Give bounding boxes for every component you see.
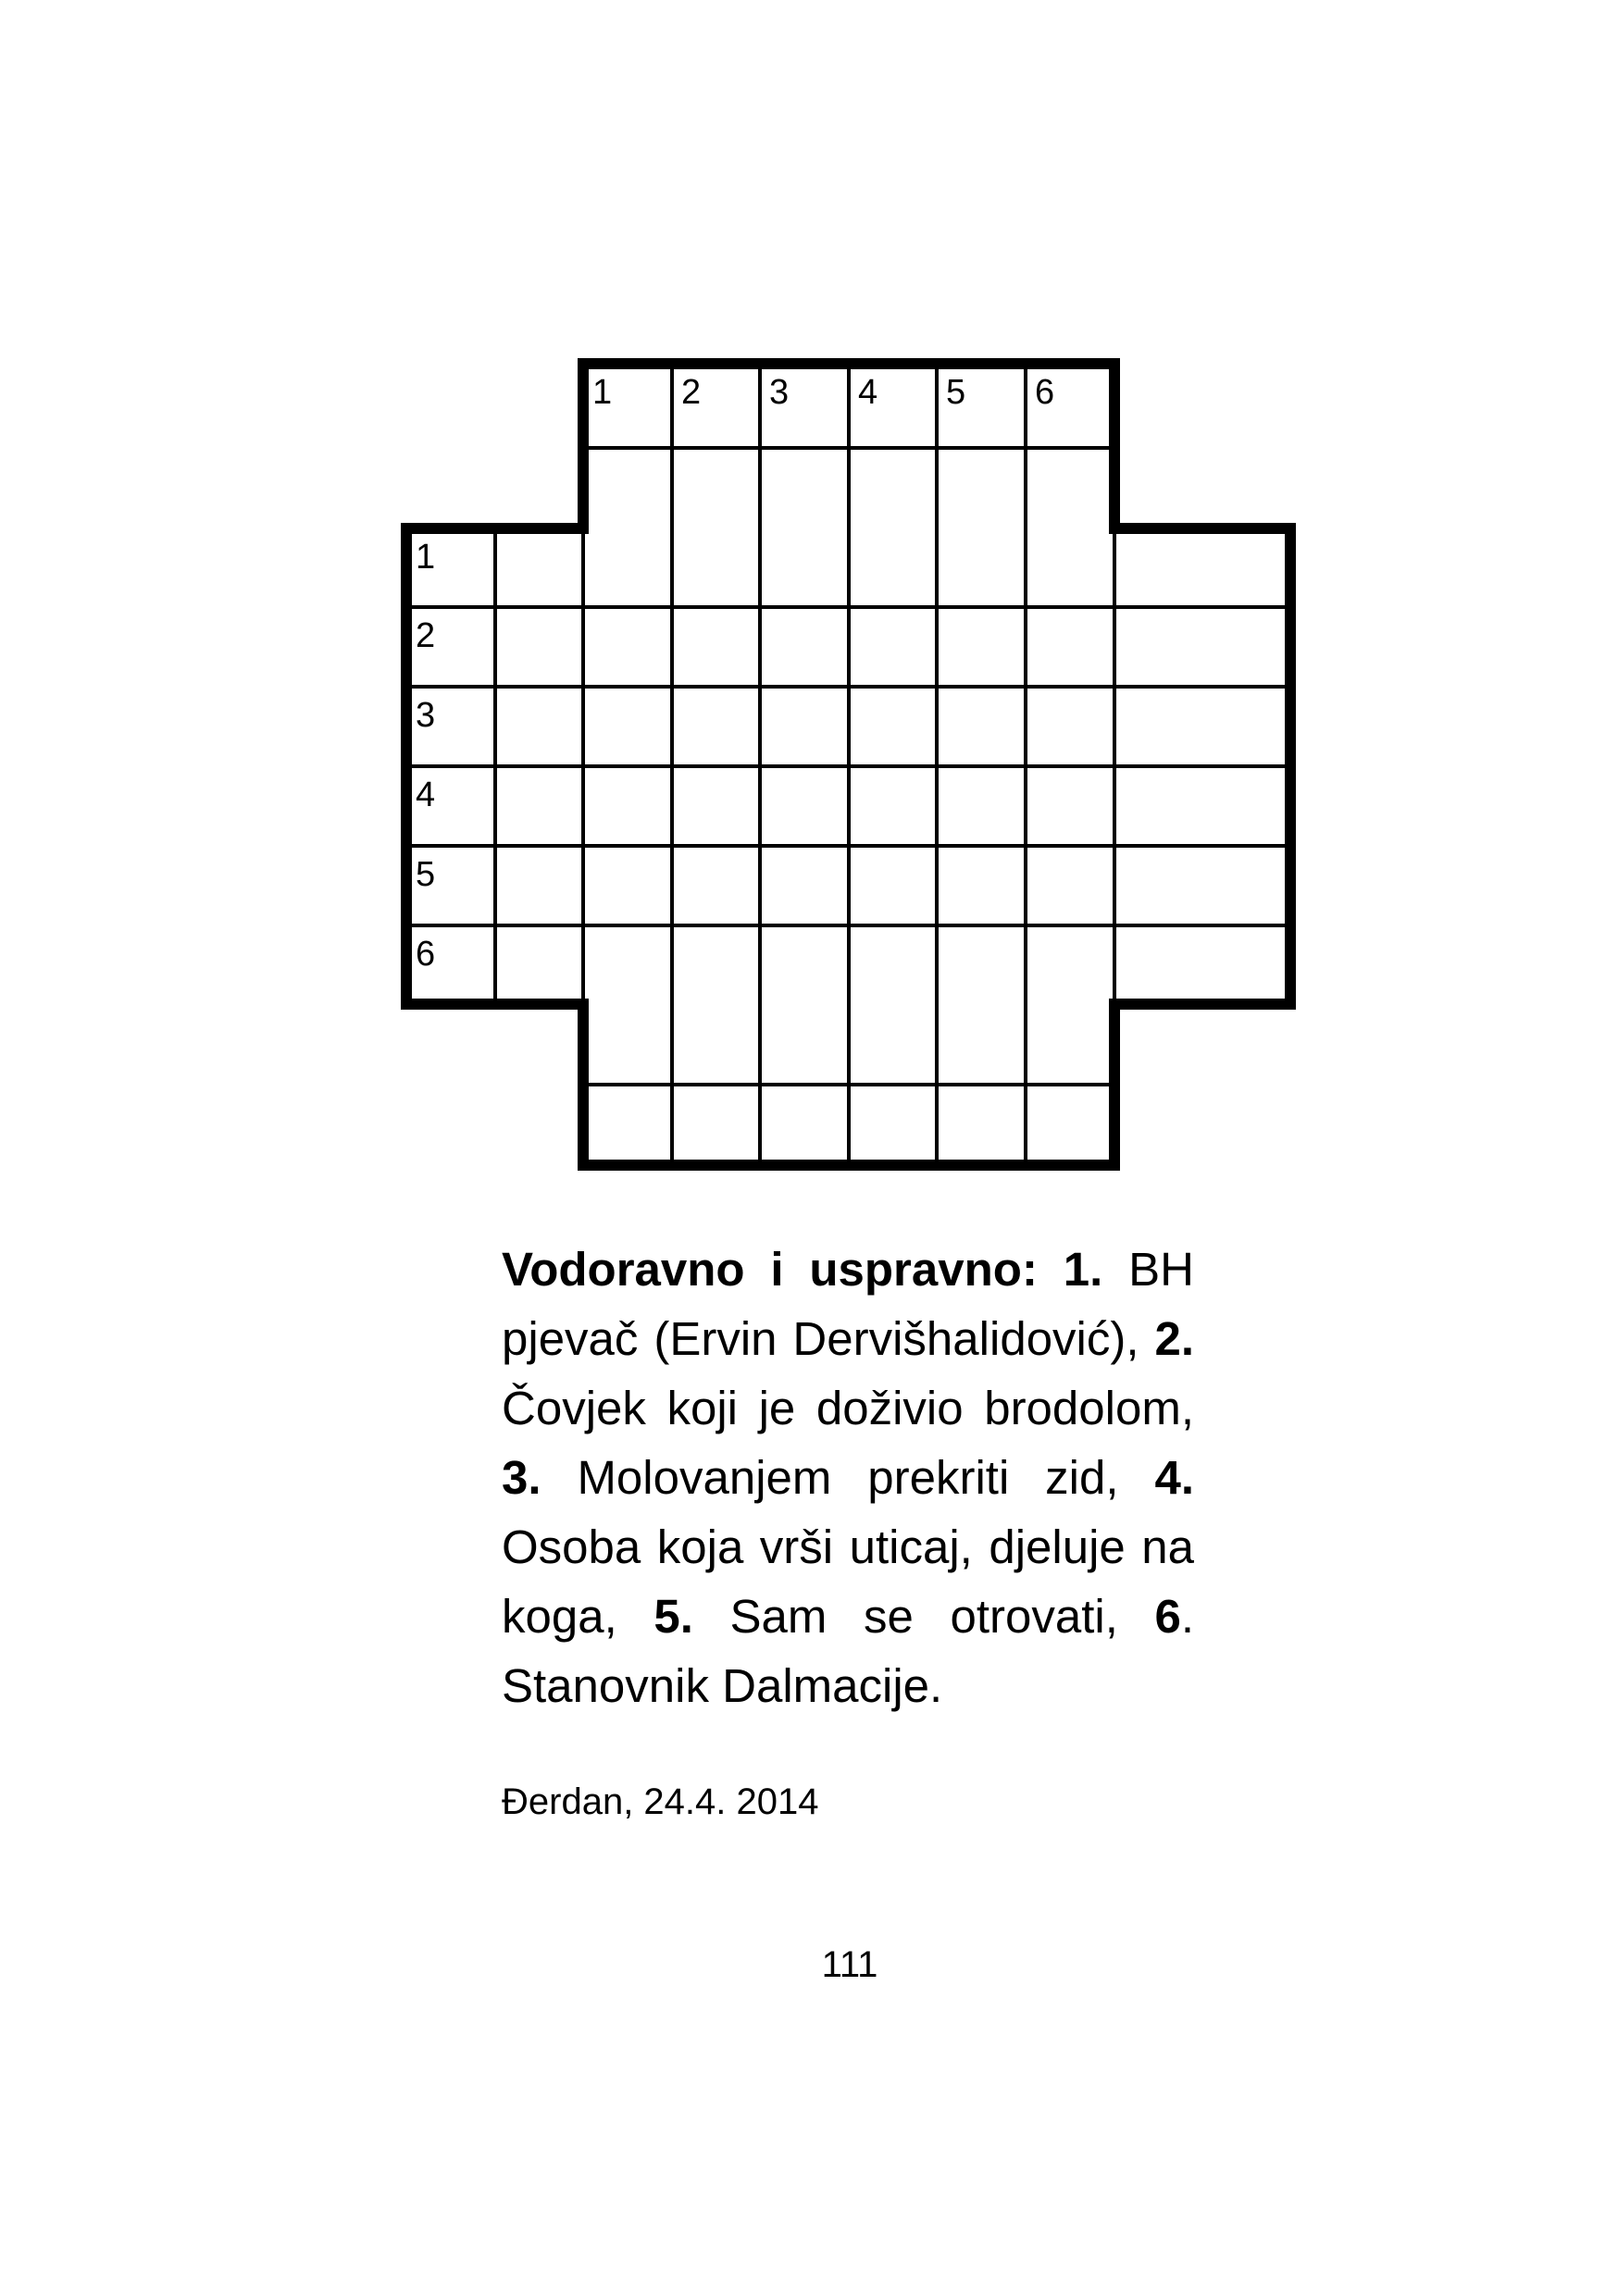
left-clue-number: 5 <box>416 855 436 894</box>
clue-number: 1. <box>1063 1243 1103 1296</box>
top-clue-number: 2 <box>681 373 702 412</box>
clue-text: Molovanjem prekriti zid, <box>577 1451 1119 1504</box>
top-clue-number: 6 <box>1035 373 1055 412</box>
clue-text: Čovjek koji je doživio brodolom, <box>502 1382 1194 1434</box>
page-number: 111 <box>821 1944 878 1985</box>
top-clue-number: 1 <box>592 373 613 412</box>
left-clue-number: 4 <box>416 776 436 814</box>
top-clue-number: 4 <box>858 373 878 412</box>
clue-number: 5. <box>653 1590 693 1643</box>
clue-text: . Stanovnik Dalmacije. <box>502 1590 1195 1712</box>
clue-number: 4. <box>1154 1451 1194 1504</box>
clue-text: BH pjevač (Ervin Dervišhalidović), <box>502 1243 1194 1365</box>
clues-paragraph <box>502 1235 1194 1720</box>
left-clue-number: 1 <box>416 538 436 577</box>
clue-number: 6 <box>1154 1590 1181 1643</box>
left-clue-number: 6 <box>416 935 436 974</box>
top-clue-number: 3 <box>769 373 790 412</box>
left-clue-number: 3 <box>416 696 436 735</box>
clue-number: 2. <box>1154 1312 1195 1365</box>
clue-number: 3. <box>502 1451 541 1504</box>
source-line: Đerdan, 24.4. 2014 <box>502 1781 819 1822</box>
clue-text: Osoba koja vrši uticaj, djeluje na koga, <box>502 1520 1194 1643</box>
clue-text: Sam se otrovati, <box>729 1590 1118 1643</box>
top-clue-number: 5 <box>946 373 966 412</box>
clues-heading: Vodoravno i uspravno: <box>502 1243 1038 1296</box>
left-clue-number: 2 <box>416 616 436 655</box>
